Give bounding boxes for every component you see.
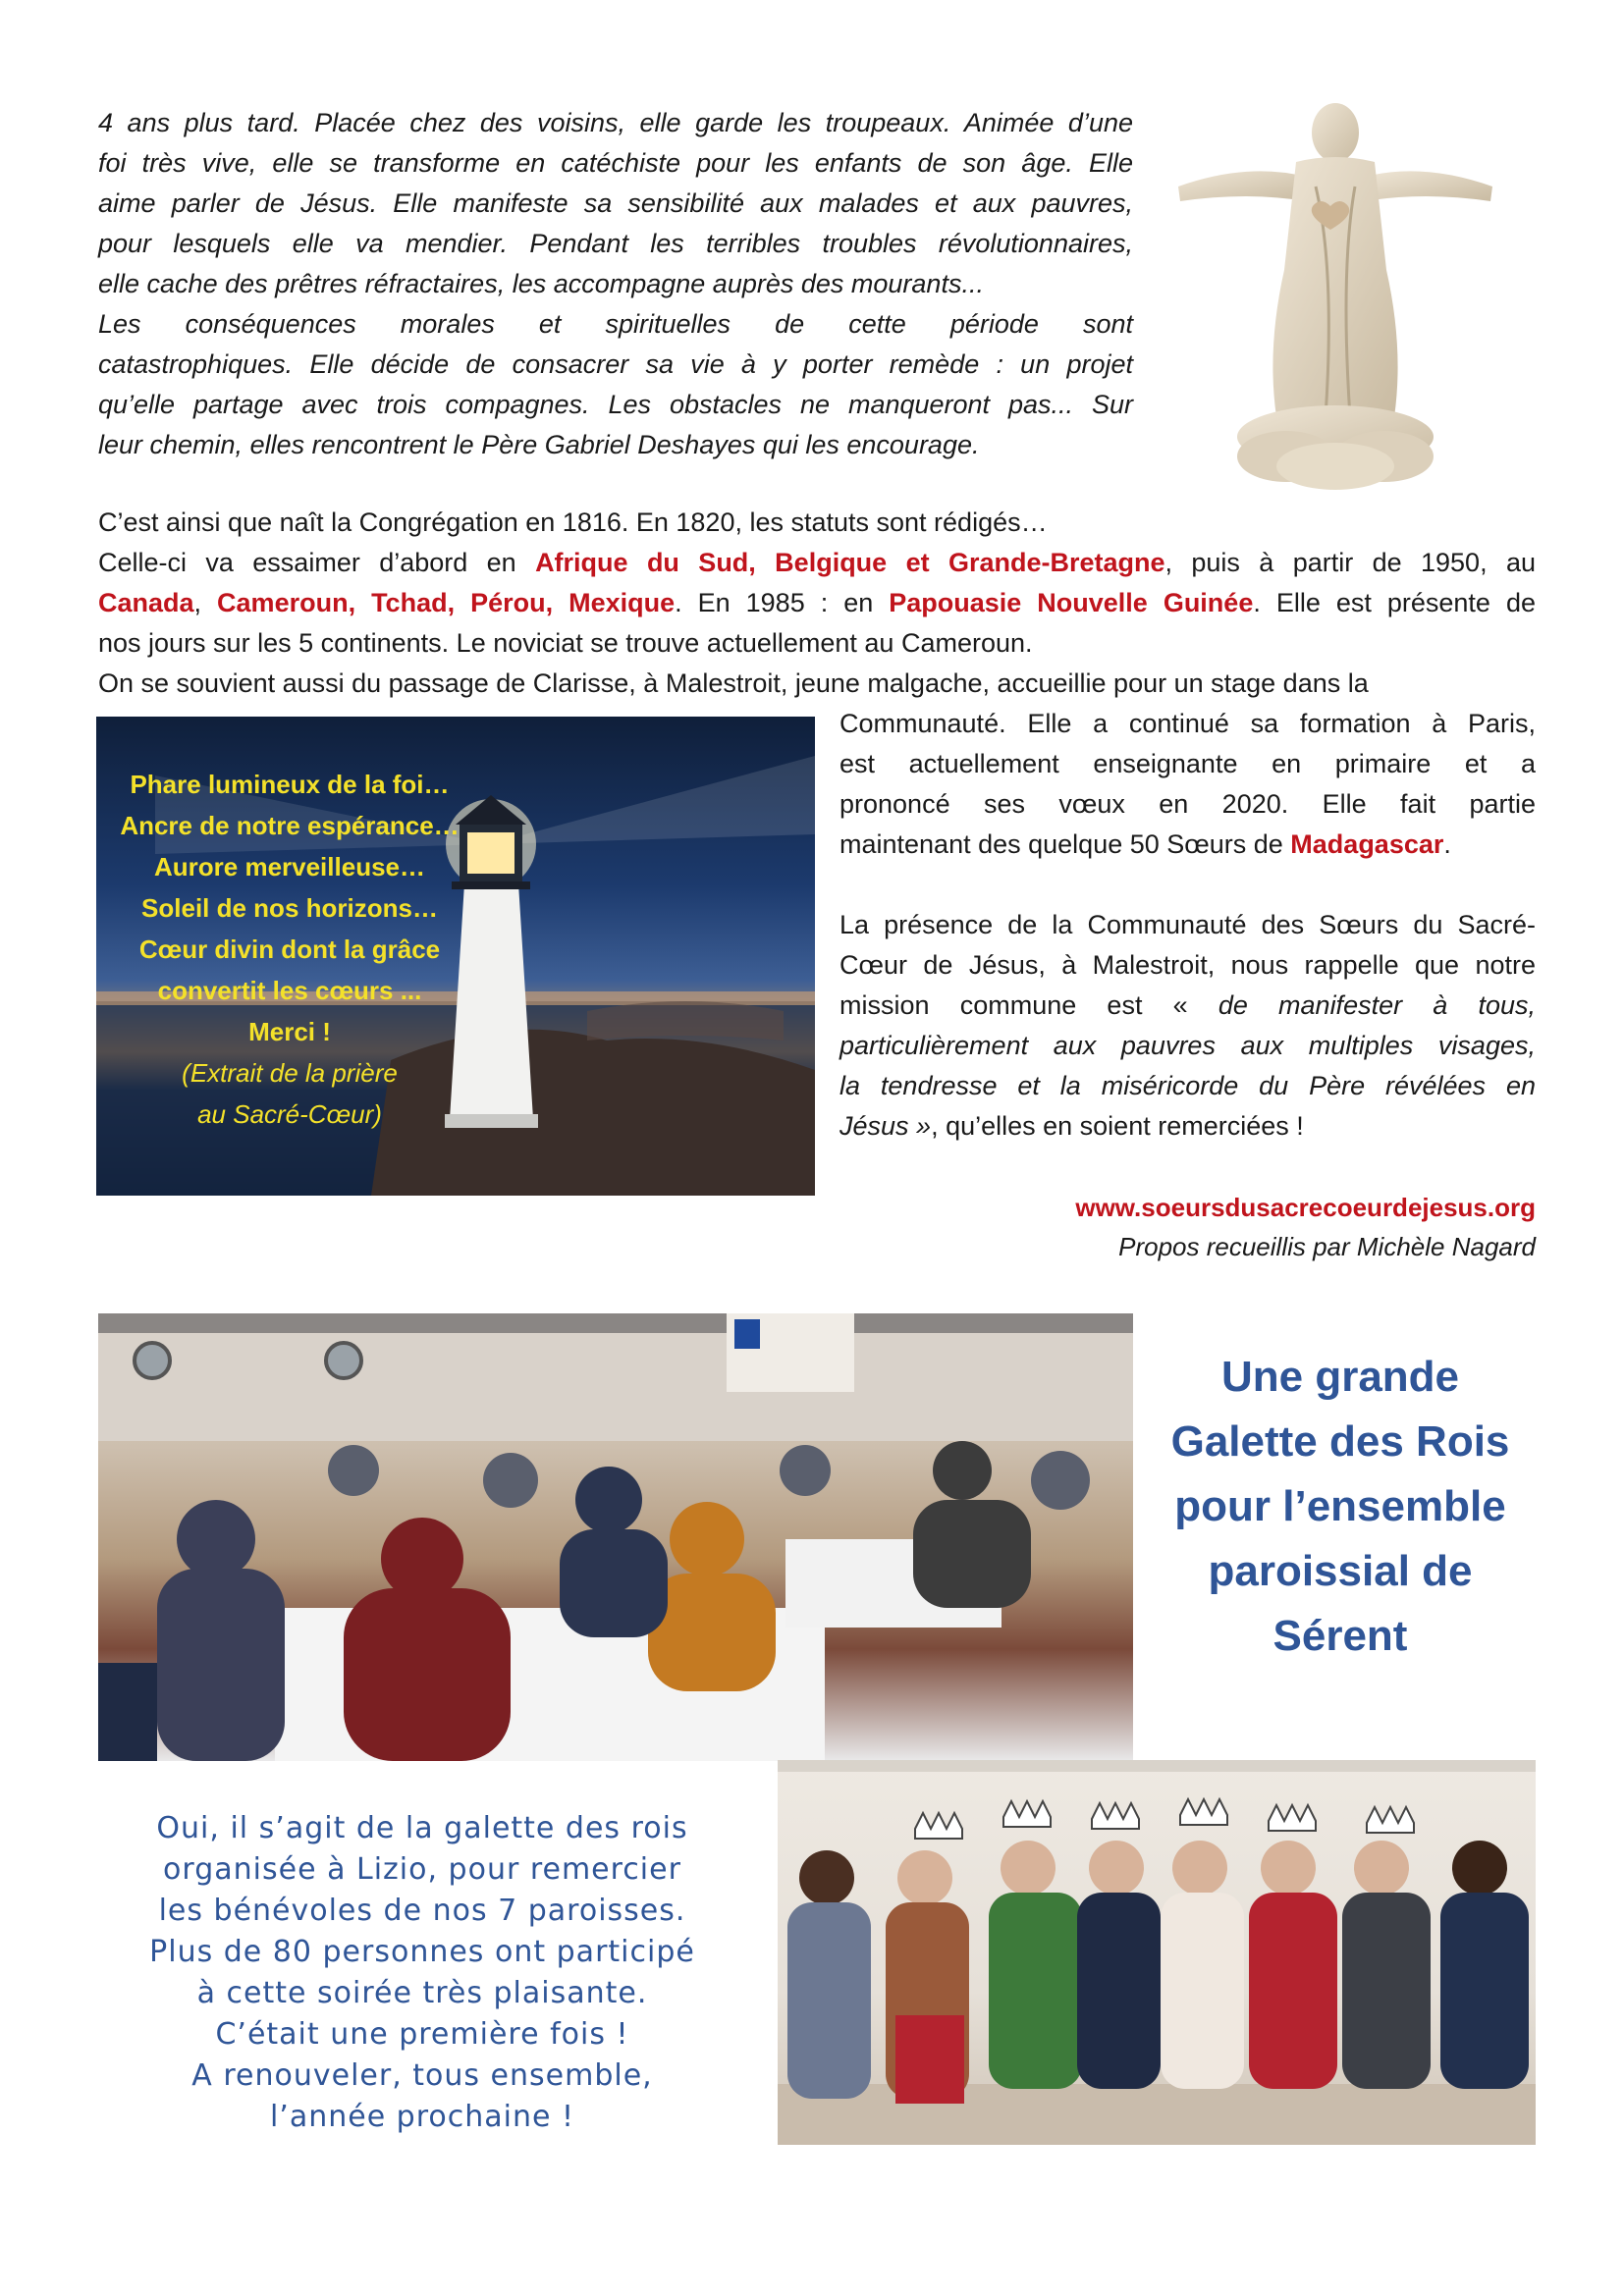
description-line: Plus de 80 personnes ont participé [149,1935,695,1969]
intro-line: elle cache des prêtres réfractaires, les accompagne auprès des mourants... [98,269,984,298]
intro-line: pour lesquels elle va mendier. Pendant les terribles troubles révolutionnaires, [98,229,1133,258]
highlight-country: Canada [98,588,194,617]
presence-paragraph [839,905,1536,1147]
presence-line: la tendresse et la miséricorde du Père révélées en [839,1071,1536,1100]
presence-line [839,986,1536,1026]
prayer-source: (Extrait de la prière [182,1058,398,1088]
highlight-countries: Cameroun, Tchad, Pérou, Mexique [217,588,676,617]
headline-line: pour l’ensemble [1174,1482,1506,1530]
text-run: . [1443,829,1451,859]
text-run: . En 1985 : en [675,588,890,617]
prayer-line: Ancre de notre espérance… [120,811,460,840]
text-run: , qu’elles en soient remerciées ! [931,1111,1304,1141]
clarisse-paragraph [839,704,1536,865]
intro-line: 4 ans plus tard. Placée chez des voisins, elle garde les troupeaux. Animée d’une [98,108,1133,137]
text-run: , [193,588,218,617]
headline-line: Sérent [1272,1612,1408,1660]
congregation-line [98,543,1536,583]
description-line: l’année prochaine ! [269,2100,575,2134]
text-run: , puis à partir de 1950, au [1164,548,1536,577]
congregation-line: On se souvient aussi du passage de Clarisse, à Malestroit, jeune malgache, accueillie pour un stage dans la [98,668,1369,698]
headline-line: paroissial de [1208,1547,1473,1595]
congregation-paragraph [98,503,1536,704]
prayer-line: Soleil de nos horizons… [141,893,438,923]
volunteers-group-photo [778,1760,1536,2145]
intro-paragraph [98,103,1133,465]
headline-line: Une grande [1220,1353,1460,1401]
description-line: à cette soirée très plaisante. [196,1976,648,2010]
highlight-countries: Afrique du Sud, Belgique et Grande-Bretagne [535,548,1165,577]
description-line: organisée à Lizio, pour remercier [163,1852,681,1887]
congregation-line: nos jours sur les 5 continents. Le noviciat se trouve actuellement au Cameroun. [98,628,1033,658]
intro-line: leur chemin, elles rencontrent le Père Gabriel Deshayes qui les encourage. [98,430,980,459]
presence-line: Cœur de Jésus, à Malestroit, nous rappelle que notre [839,950,1536,980]
description-line: les bénévoles de nos 7 paroisses. [158,1894,686,1928]
prayer-line: convertit les cœurs ... [157,976,422,1005]
intro-line: foi très vive, elle se transforme en catéchiste pour les enfants de son âge. Elle [98,148,1133,178]
prayer-caption [108,764,471,1135]
intro-line: aime parler de Jésus. Elle manifeste sa sensibilité aux malades et aux pauvres, [98,188,1133,218]
website-link[interactable]: www.soeursdusacrecoeurdejesus.org [1075,1193,1536,1222]
credit-line: Propos recueillis par Michèle Nagard [1118,1232,1536,1261]
quote-run: Jésus » [839,1111,932,1141]
description-line: C’était une première fois ! [215,2017,629,2052]
text-run: maintenant des quelque 50 Sœurs de [839,829,1291,859]
presence-line: particulièrement aux pauvres aux multiples visages, [839,1031,1536,1060]
headline-line: Galette des Rois [1170,1417,1510,1466]
galette-dinner-photo [98,1313,1133,1761]
prayer-line: Aurore merveilleuse… [153,852,425,881]
galette-description [98,1808,746,2138]
prayer-line: Cœur divin dont la grâce [138,934,441,964]
intro-line: catastrophiques. Elle décide de consacrer sa vie à y porter remède : un projet [98,349,1133,379]
description-line: A renouveler, tous ensemble, [191,2058,653,2093]
quote-run: de manifester à tous, [1218,990,1537,1020]
highlight-country: Papouasie Nouvelle Guinée [889,588,1254,617]
presence-line [839,1106,1536,1147]
source-block [854,1188,1536,1266]
text-run: Celle-ci va essaimer d’abord en [98,548,536,577]
clarisse-line [839,825,1536,865]
text-run: mission commune est « [839,990,1218,1020]
sacred-heart-statue-image [1168,93,1502,496]
text-run: . Elle est présente de [1253,588,1536,617]
galette-headline [1139,1345,1542,1669]
congregation-line: C’est ainsi que naît la Congrégation en 1816. En 1820, les statuts sont rédigés… [98,507,1048,537]
clarisse-line: Communauté. Elle a continué sa formation à Paris, [839,709,1536,738]
highlight-country: Madagascar [1290,829,1444,859]
prayer-source: au Sacré-Cœur) [197,1099,382,1129]
prayer-line: Phare lumineux de la foi… [130,770,450,799]
presence-line: La présence de la Communauté des Sœurs du Sacré- [839,910,1536,939]
clarisse-line: prononcé ses vœux en 2020. Elle fait partie [839,789,1536,819]
description-line: Oui, il s’agit de la galette des rois [156,1811,688,1845]
prayer-line: Merci ! [248,1017,331,1046]
congregation-line [98,583,1536,623]
intro-line: Les conséquences morales et spirituelles de cette période sont [98,309,1133,339]
intro-line: qu’elle partage avec trois compagnes. Les obstacles ne manqueront pas... Sur [98,390,1133,419]
clarisse-line: est actuellement enseignante en primaire et a [839,749,1536,778]
